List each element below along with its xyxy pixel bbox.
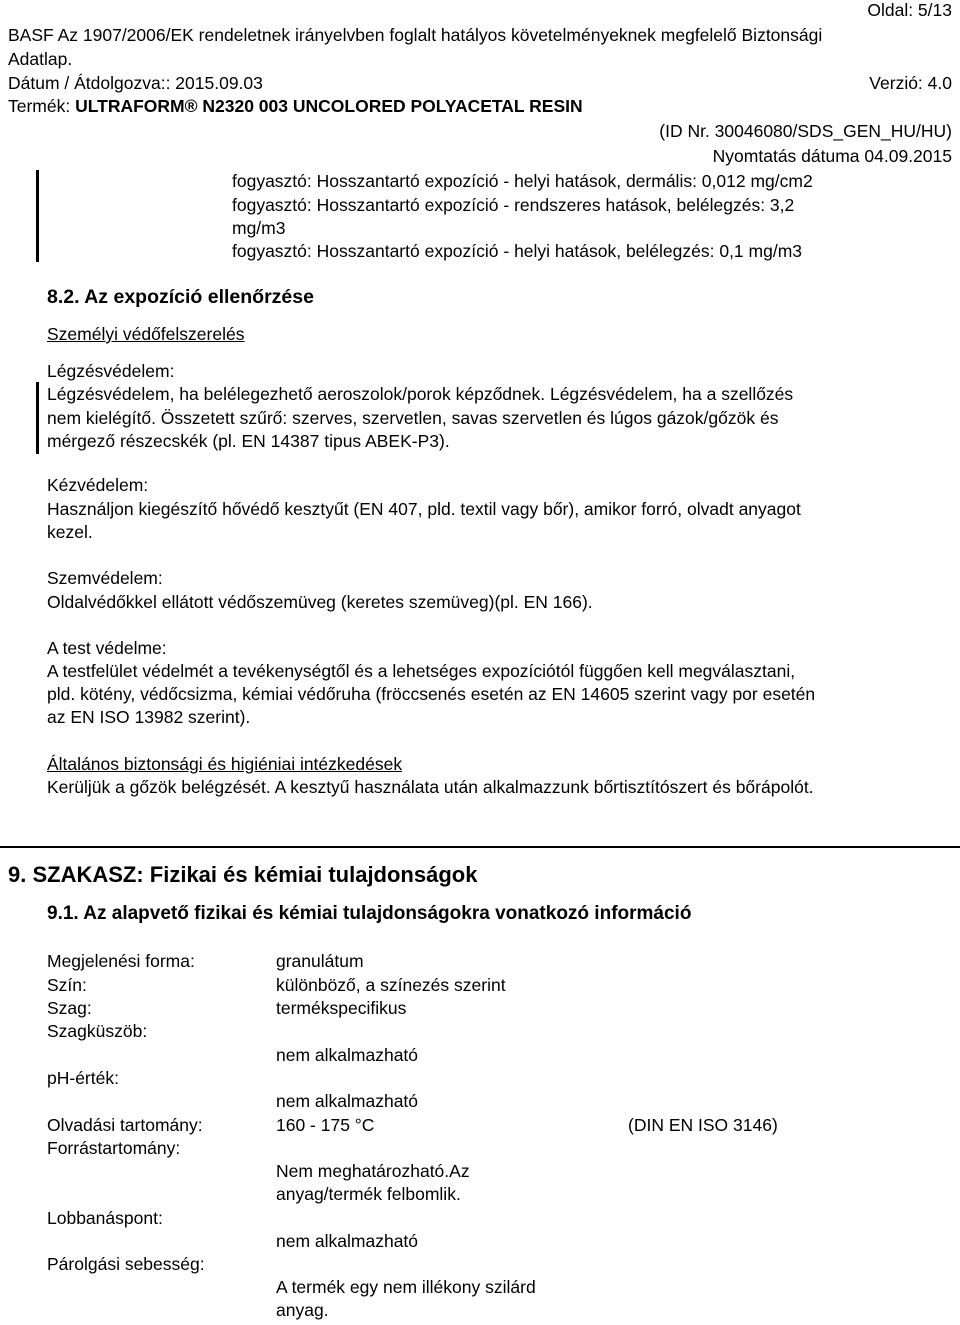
version: Verzió: 4.0 <box>869 73 952 93</box>
evaporation-rate-value: A termék egy nem illékony szilárd <box>276 1277 536 1297</box>
boiling-range-value: anyag/termék felbomlik. <box>276 1184 461 1204</box>
odor-threshold-value: nem alkalmazható <box>276 1045 419 1065</box>
appearance-value: granulátum <box>276 951 364 971</box>
product-name: ULTRAFORM® N2320 003 UNCOLORED POLYACETAL RESIN <box>75 96 583 116</box>
boiling-range-label: Forrástartomány: <box>47 1138 181 1158</box>
color-value: különböző, a színezés szerint <box>276 975 506 995</box>
hand-protection-text: Használjon kiegészítő hővédő kesztyűt (EN 407, pld. textil vagy bőr), amikor forró, olvadt anyagot <box>47 499 801 519</box>
odor-value: termékspecifikus <box>276 998 407 1018</box>
eye-protection-text: Oldalvédőkkel ellátott védőszemüveg (keretes szemüveg)(pl. EN 166). <box>47 592 593 612</box>
respiratory-label: Légzésvédelem: <box>47 361 175 381</box>
body-protection-text: az EN ISO 13982 szerint). <box>47 707 251 727</box>
product-prefix: Termék: <box>8 96 76 116</box>
appearance-label: Megjelenési forma: <box>47 951 195 971</box>
eye-protection-label: Szemvédelem: <box>47 568 163 588</box>
hand-protection-text: kezel. <box>47 522 93 542</box>
evaporation-rate-value: anyag. <box>276 1300 329 1320</box>
section-9-1-title: 9.1. Az alapvető fizikai és kémiai tulajdonságokra vonatkozó információ <box>47 903 692 924</box>
revision-date: Dátum / Átdolgozva:: 2015.09.03 <box>8 73 263 93</box>
section-8-2-title: 8.2. Az expozíció ellenőrzése <box>47 286 314 308</box>
ppe-heading: Személyi védőfelszerelés <box>47 324 245 344</box>
respiratory-text: nem kielégítő. Összetett szűrő: szerves, szervetlen, savas szervetlen és lúgos gázok/gőzök és <box>47 408 779 428</box>
melting-range-label: Olvadási tartomány: <box>47 1115 203 1135</box>
section-divider <box>0 846 960 848</box>
color-label: Szín: <box>47 975 87 995</box>
body-protection-text: pld. kötény, védőcsizma, kémiai védőruha (fröccsenés esetén az EN 14605 szerint vagy por esetén <box>47 684 816 704</box>
hand-protection-label: Kézvédelem: <box>47 475 149 495</box>
header-regulation-line-2: Adatlap. <box>8 49 73 69</box>
flash-point-value: nem alkalmazható <box>276 1231 419 1251</box>
change-bar <box>36 382 39 454</box>
consumer-line: fogyasztó: Hosszantartó expozíció - rendszeres hatások, belélegzés: 3,2 <box>232 195 795 215</box>
melting-range-method: (DIN EN ISO 3146) <box>628 1115 778 1135</box>
page-number: Oldal: 5/13 <box>867 0 952 20</box>
body-protection-label: A test védelme: <box>47 638 167 658</box>
header-regulation-line: BASF Az 1907/2006/EK rendeletnek irányelvben foglalt hatályos követelményeknek megfelelő Biztonsági <box>8 25 823 45</box>
print-date: Nyomtatás dátuma 04.09.2015 <box>712 146 952 166</box>
consumer-line: fogyasztó: Hosszantartó expozíció - helyi hatások, dermális: 0,012 mg/cm2 <box>232 171 813 191</box>
odor-label: Szag: <box>47 998 92 1018</box>
ph-value: nem alkalmazható <box>276 1091 419 1111</box>
id-number: (ID Nr. 30046080/SDS_GEN_HU/HU) <box>659 121 952 141</box>
melting-range-value: 160 - 175 °C <box>276 1115 375 1135</box>
product-line <box>8 96 583 117</box>
hygiene-heading: Általános biztonsági és higiéniai intézkedések <box>47 754 403 774</box>
body-protection-text: A testfelület védelmét a tevékenységtől és a lehetséges expozíciótól függően kell megválasztani, <box>47 661 796 681</box>
boiling-range-value: Nem meghatározható.Az <box>276 1161 470 1181</box>
section-9-title: 9. SZAKASZ: Fizikai és kémiai tulajdonságok <box>8 862 478 887</box>
odor-threshold-label: Szagküszöb: <box>47 1021 148 1041</box>
respiratory-text: mérgező részecskék (pl. EN 14387 tipus ABEK-P3). <box>47 431 450 451</box>
consumer-line: fogyasztó: Hosszantartó expozíció - helyi hatások, belélegzés: 0,1 mg/m3 <box>232 241 803 261</box>
consumer-line: mg/m3 <box>232 218 286 238</box>
change-bar <box>36 170 39 262</box>
respiratory-text: Légzésvédelem, ha belélegezhető aeroszolok/porok képződnek. Légzésvédelem, ha a szellőzés <box>47 384 794 404</box>
evaporation-rate-label: Párolgási sebesség: <box>47 1254 205 1274</box>
flash-point-label: Lobbanáspont: <box>47 1208 163 1228</box>
hygiene-text: Kerüljük a gőzök belégzését. A kesztyű használata után alkalmazzunk bőrtisztítószert és bőrápolót. <box>47 777 814 797</box>
ph-label: pH-érték: <box>47 1068 119 1088</box>
